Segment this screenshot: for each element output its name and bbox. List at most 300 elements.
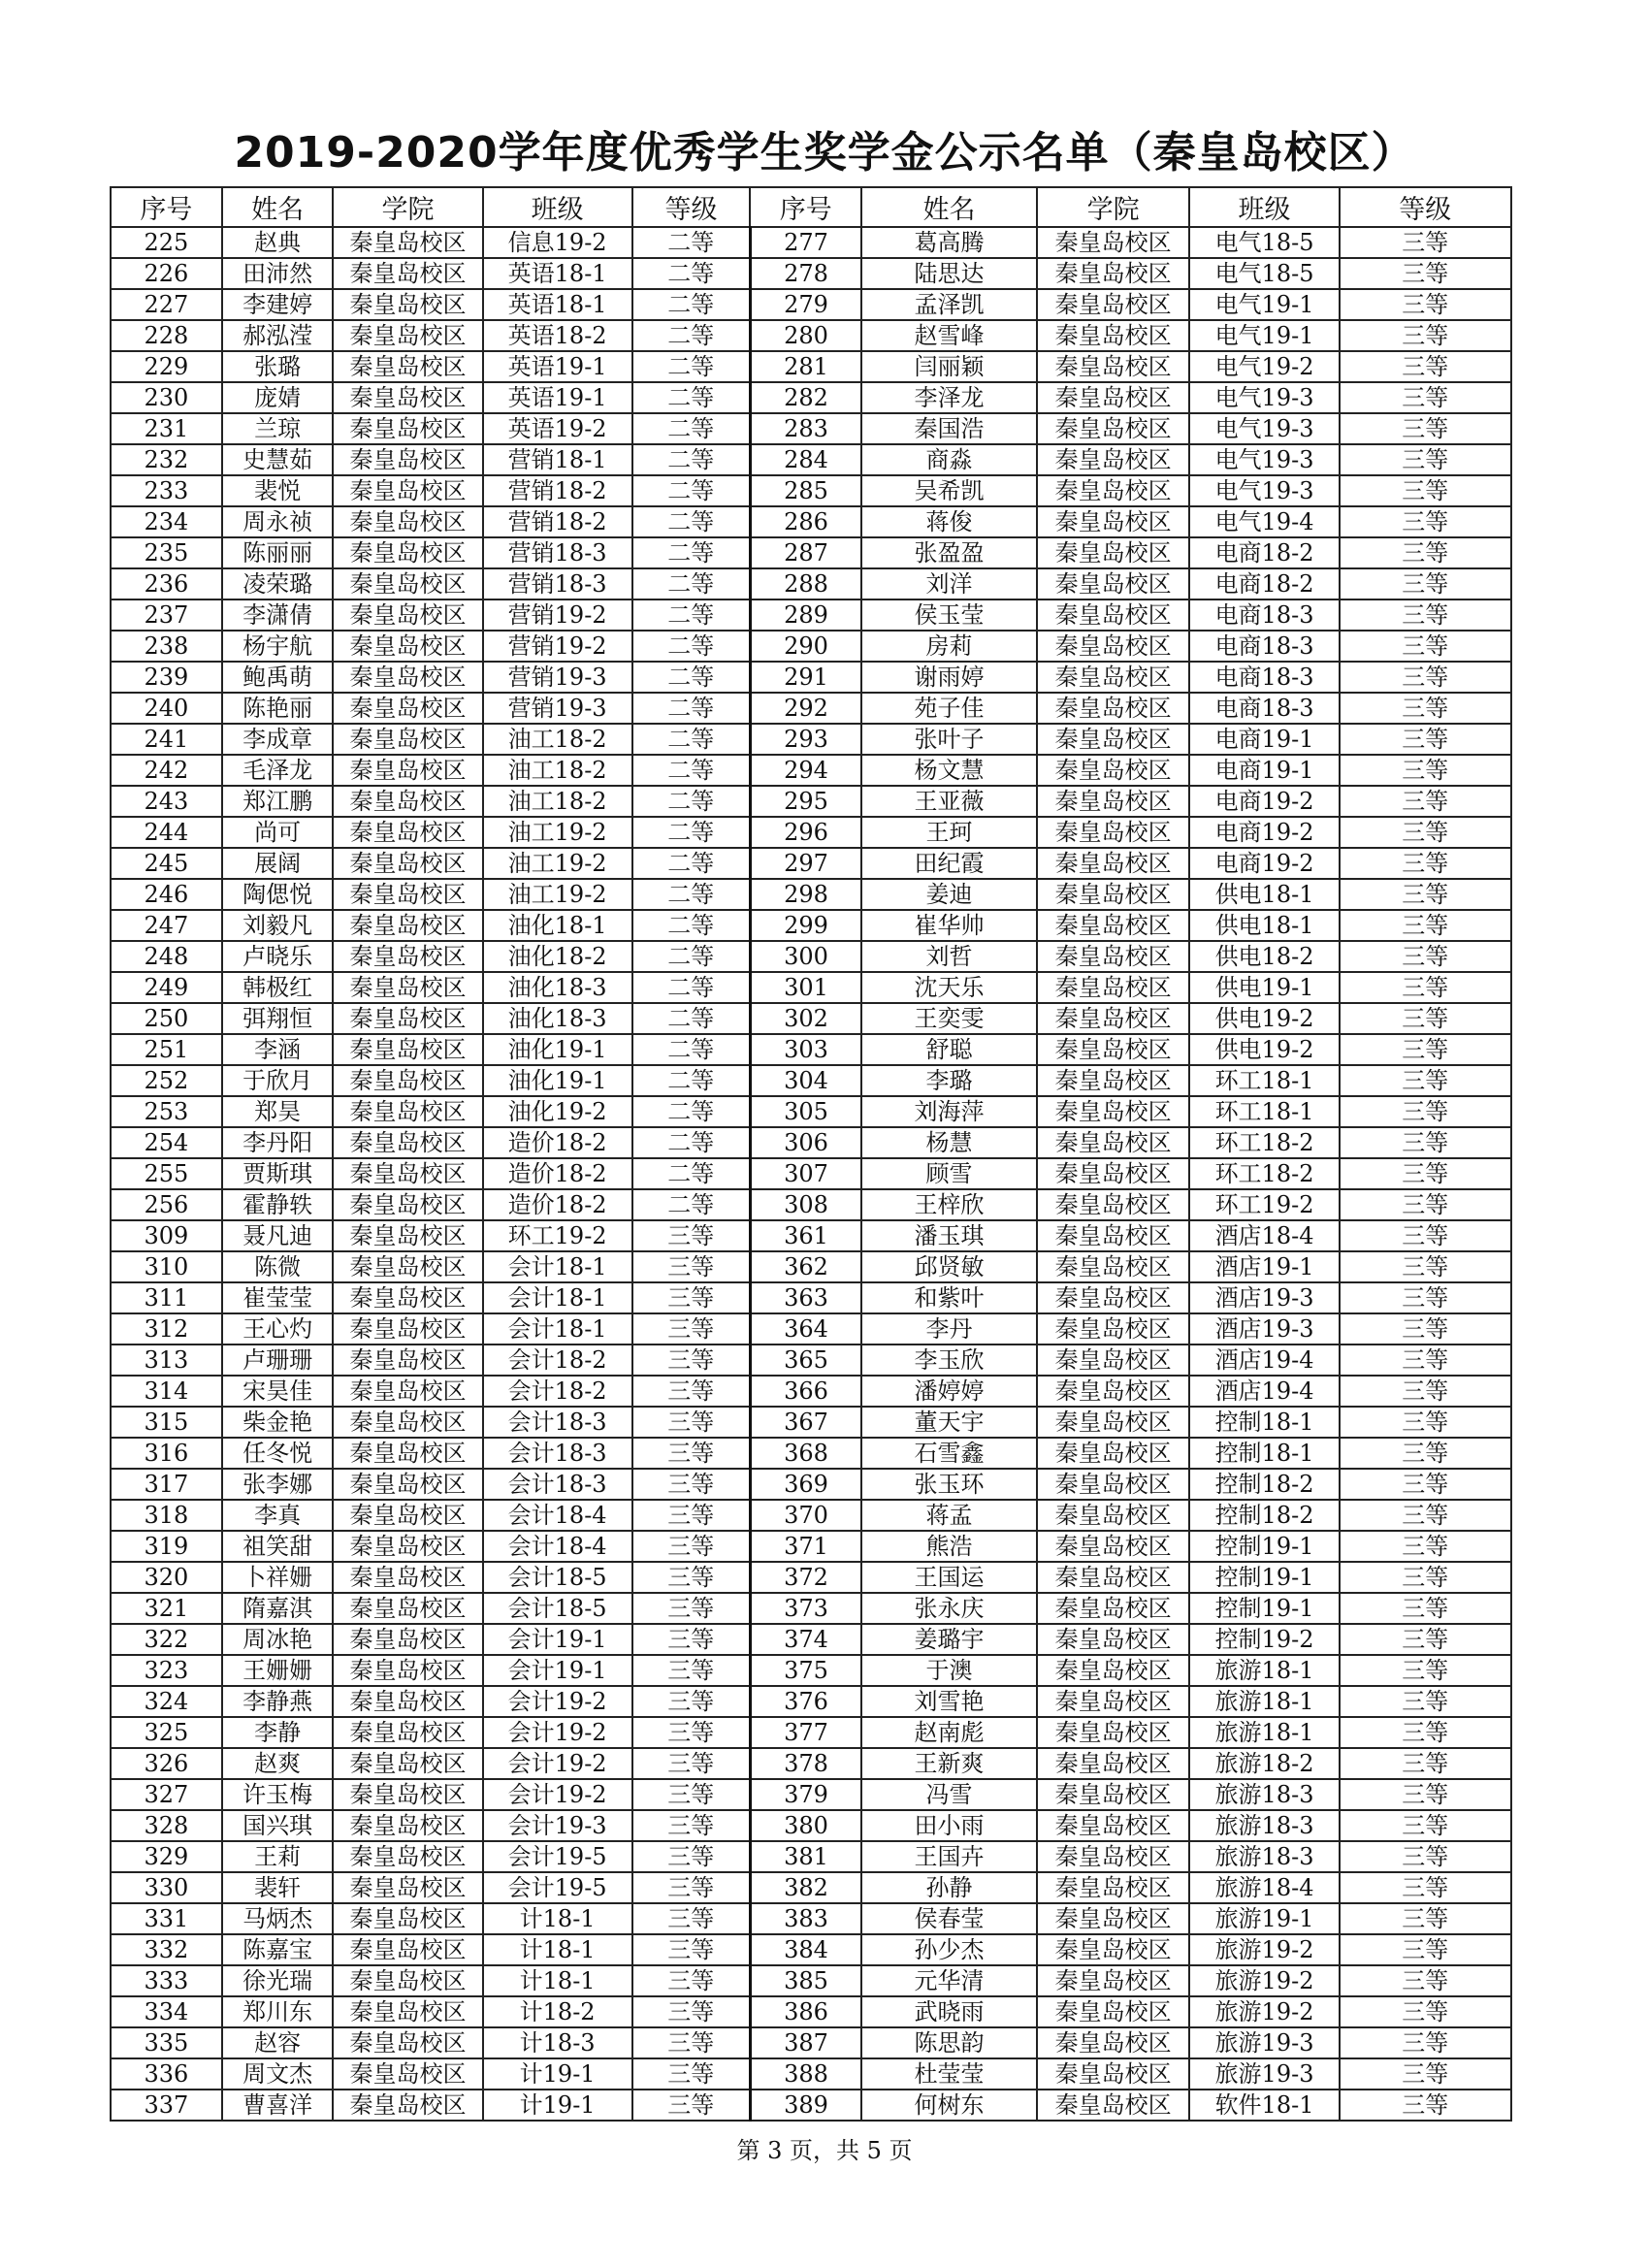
table-cell: 商淼	[861, 444, 1037, 475]
table-cell: 陈思韵	[861, 2027, 1037, 2058]
table-cell: 秦皇岛校区	[333, 1903, 482, 1934]
table-cell: 舒聪	[861, 1034, 1037, 1065]
table-cell: 赵容	[222, 2027, 334, 2058]
table-cell: 二等	[632, 444, 751, 475]
table-cell: 秦皇岛校区	[333, 1841, 482, 1872]
table-cell: 供电18-2	[1189, 941, 1339, 972]
table-cell: 会计18-3	[483, 1407, 632, 1438]
table-cell: 石雪鑫	[861, 1438, 1037, 1469]
table-cell: 电商19-2	[1189, 786, 1339, 817]
table-cell: 三等	[1340, 1407, 1511, 1438]
table-cell: 李潇倩	[222, 599, 334, 631]
table-cell: 326	[111, 1748, 222, 1779]
table-cell: 油化18-1	[483, 910, 632, 941]
table-cell: 旅游18-2	[1189, 1748, 1339, 1779]
table-cell: 243	[111, 786, 222, 817]
table-cell: 李成章	[222, 724, 334, 755]
table-cell: 于澳	[861, 1655, 1037, 1686]
table-cell: 秦皇岛校区	[1037, 1469, 1190, 1500]
table-cell: 288	[750, 568, 861, 599]
column-header: 学院	[333, 187, 482, 227]
table-cell: 364	[750, 1313, 861, 1345]
table-cell: 张盈盈	[861, 537, 1037, 568]
table-row	[111, 227, 1511, 258]
table-cell: 277	[750, 227, 861, 258]
table-cell: 秦皇岛校区	[333, 817, 482, 848]
table-cell: 旅游19-2	[1189, 1996, 1339, 2027]
table-cell: 秦皇岛校区	[1037, 1531, 1190, 1562]
table-cell: 二等	[632, 693, 751, 724]
table-row	[111, 1282, 1511, 1313]
table-cell: 郝泓滢	[222, 320, 334, 351]
table-cell: 309	[111, 1220, 222, 1251]
table-cell: 邱贤敏	[861, 1251, 1037, 1282]
table-cell: 三等	[1340, 351, 1511, 382]
table-body	[111, 227, 1511, 2121]
table-cell: 二等	[632, 227, 751, 258]
table-cell: 电气19-3	[1189, 413, 1339, 444]
table-cell: 三等	[1340, 1127, 1511, 1158]
table-cell: 王国卉	[861, 1841, 1037, 1872]
table-cell: 秦皇岛校区	[333, 382, 482, 413]
table-cell: 秦皇岛校区	[333, 1313, 482, 1345]
table-cell: 会计18-1	[483, 1313, 632, 1345]
table-cell: 三等	[1340, 1003, 1511, 1034]
column-header: 序号	[750, 187, 861, 227]
table-cell: 旅游18-3	[1189, 1810, 1339, 1841]
table-cell: 计19-1	[483, 2058, 632, 2090]
table-cell: 营销19-2	[483, 599, 632, 631]
table-cell: 三等	[1340, 1189, 1511, 1220]
table-cell: 秦皇岛校区	[333, 2027, 482, 2058]
table-cell: 王珂	[861, 817, 1037, 848]
table-cell: 248	[111, 941, 222, 972]
table-cell: 赵雪峰	[861, 320, 1037, 351]
table-cell: 油化19-1	[483, 1065, 632, 1096]
table-cell: 318	[111, 1500, 222, 1531]
table-cell: 314	[111, 1376, 222, 1407]
table-cell: 二等	[632, 289, 751, 320]
table-cell: 秦皇岛校区	[1037, 879, 1190, 910]
table-row	[111, 1500, 1511, 1531]
table-cell: 会计18-3	[483, 1438, 632, 1469]
table-cell: 二等	[632, 537, 751, 568]
table-cell: 营销18-2	[483, 475, 632, 506]
table-cell: 三等	[632, 1345, 751, 1376]
table-cell: 秦皇岛校区	[1037, 1220, 1190, 1251]
table-cell: 旅游18-1	[1189, 1686, 1339, 1717]
table-cell: 李泽龙	[861, 382, 1037, 413]
table-cell: 302	[750, 1003, 861, 1034]
table-cell: 鲍禹萌	[222, 662, 334, 693]
table-cell: 秦皇岛校区	[333, 1624, 482, 1655]
table-cell: 曹喜洋	[222, 2090, 334, 2121]
table-cell: 田沛然	[222, 258, 334, 289]
table-cell: 宋昊佳	[222, 1376, 334, 1407]
table-cell: 三等	[1340, 1220, 1511, 1251]
table-cell: 秦皇岛校区	[333, 1562, 482, 1593]
table-cell: 290	[750, 631, 861, 662]
table-cell: 秦皇岛校区	[333, 568, 482, 599]
table-cell: 二等	[632, 599, 751, 631]
table-cell: 秦皇岛校区	[1037, 1500, 1190, 1531]
table-cell: 蒋孟	[861, 1500, 1037, 1531]
table-cell: 电气19-1	[1189, 289, 1339, 320]
table-cell: 283	[750, 413, 861, 444]
table-cell: 二等	[632, 413, 751, 444]
table-row	[111, 910, 1511, 941]
table-cell: 闫丽颖	[861, 351, 1037, 382]
table-cell: 油工19-2	[483, 817, 632, 848]
table-cell: 于欣月	[222, 1065, 334, 1096]
table-row	[111, 1003, 1511, 1034]
table-cell: 三等	[1340, 1282, 1511, 1313]
table-cell: 三等	[632, 1376, 751, 1407]
table-cell: 李丹阳	[222, 1127, 334, 1158]
table-cell: 秦皇岛校区	[1037, 1624, 1190, 1655]
table-cell: 旅游18-4	[1189, 1872, 1339, 1903]
table-cell: 电气19-3	[1189, 475, 1339, 506]
table-cell: 电商18-3	[1189, 599, 1339, 631]
table-row	[111, 755, 1511, 786]
table-cell: 会计18-4	[483, 1500, 632, 1531]
table-cell: 秦皇岛校区	[1037, 382, 1190, 413]
table-cell: 庞婧	[222, 382, 334, 413]
table-cell: 秦皇岛校区	[333, 1934, 482, 1965]
table-cell: 秦皇岛校区	[333, 351, 482, 382]
table-cell: 陈微	[222, 1251, 334, 1282]
table-cell: 秦皇岛校区	[1037, 227, 1190, 258]
table-row	[111, 1779, 1511, 1810]
table-row	[111, 2027, 1511, 2058]
table-cell: 三等	[632, 1469, 751, 1500]
table-cell: 秦皇岛校区	[333, 631, 482, 662]
table-cell: 裴悦	[222, 475, 334, 506]
table-cell: 顾雪	[861, 1158, 1037, 1189]
table-cell: 三等	[1340, 382, 1511, 413]
table-cell: 233	[111, 475, 222, 506]
table-cell: 三等	[632, 1251, 751, 1282]
table-cell: 油工18-2	[483, 786, 632, 817]
table-cell: 杨慧	[861, 1127, 1037, 1158]
table-cell: 电气19-3	[1189, 382, 1339, 413]
table-cell: 电商18-3	[1189, 662, 1339, 693]
table-cell: 秦国浩	[861, 413, 1037, 444]
table-cell: 秦皇岛校区	[1037, 972, 1190, 1003]
table-cell: 秦皇岛校区	[1037, 1562, 1190, 1593]
table-cell: 254	[111, 1127, 222, 1158]
table-cell: 秦皇岛校区	[333, 1469, 482, 1500]
table-cell: 霍静轶	[222, 1189, 334, 1220]
table-cell: 电商18-2	[1189, 568, 1339, 599]
table-row	[111, 1965, 1511, 1996]
table-cell: 环工19-2	[483, 1220, 632, 1251]
table-cell: 王姗姗	[222, 1655, 334, 1686]
table-cell: 367	[750, 1407, 861, 1438]
table-cell: 秦皇岛校区	[1037, 631, 1190, 662]
table-cell: 388	[750, 2058, 861, 2090]
table-cell: 秦皇岛校区	[333, 1593, 482, 1624]
table-cell: 310	[111, 1251, 222, 1282]
table-row	[111, 1593, 1511, 1624]
table-cell: 油工19-2	[483, 879, 632, 910]
table-cell: 232	[111, 444, 222, 475]
table-cell: 会计19-1	[483, 1655, 632, 1686]
table-cell: 孙少杰	[861, 1934, 1037, 1965]
table-cell: 三等	[1340, 1034, 1511, 1065]
table-cell: 303	[750, 1034, 861, 1065]
table-row	[111, 2058, 1511, 2090]
table-cell: 315	[111, 1407, 222, 1438]
table-cell: 展阔	[222, 848, 334, 879]
table-cell: 赵爽	[222, 1748, 334, 1779]
table-cell: 和紫叶	[861, 1282, 1037, 1313]
table-cell: 秦皇岛校区	[1037, 1158, 1190, 1189]
table-cell: 造价18-2	[483, 1127, 632, 1158]
table-cell: 334	[111, 1996, 222, 2027]
column-header: 等级	[1340, 187, 1511, 227]
table-cell: 231	[111, 413, 222, 444]
table-cell: 秦皇岛校区	[333, 537, 482, 568]
table-cell: 油化18-2	[483, 941, 632, 972]
table-row	[111, 1158, 1511, 1189]
table-cell: 卢珊珊	[222, 1345, 334, 1376]
table-cell: 秦皇岛校区	[1037, 568, 1190, 599]
table-cell: 383	[750, 1903, 861, 1934]
table-cell: 陈丽丽	[222, 537, 334, 568]
table-cell: 董天宇	[861, 1407, 1037, 1438]
table-cell: 280	[750, 320, 861, 351]
table-cell: 328	[111, 1810, 222, 1841]
table-cell: 侯玉莹	[861, 599, 1037, 631]
table-cell: 酒店19-4	[1189, 1376, 1339, 1407]
table-cell: 秦皇岛校区	[1037, 1810, 1190, 1841]
table-cell: 294	[750, 755, 861, 786]
table-cell: 吴希凯	[861, 475, 1037, 506]
table-cell: 329	[111, 1841, 222, 1872]
table-cell: 营销18-3	[483, 537, 632, 568]
table-cell: 375	[750, 1655, 861, 1686]
table-cell: 三等	[1340, 724, 1511, 755]
table-cell: 三等	[1340, 413, 1511, 444]
table-cell: 311	[111, 1282, 222, 1313]
table-cell: 三等	[632, 1810, 751, 1841]
table-cell: 301	[750, 972, 861, 1003]
table-cell: 295	[750, 786, 861, 817]
table-cell: 杨宇航	[222, 631, 334, 662]
table-cell: 三等	[1340, 568, 1511, 599]
table-cell: 张璐	[222, 351, 334, 382]
table-cell: 兰琼	[222, 413, 334, 444]
table-cell: 377	[750, 1717, 861, 1748]
table-cell: 秦皇岛校区	[1037, 1251, 1190, 1282]
table-cell: 三等	[1340, 227, 1511, 258]
table-cell: 三等	[1340, 289, 1511, 320]
table-cell: 三等	[1340, 1748, 1511, 1779]
table-cell: 秦皇岛校区	[333, 724, 482, 755]
table-cell: 徐光瑞	[222, 1965, 334, 1996]
table-cell: 郑川东	[222, 1996, 334, 2027]
table-cell: 235	[111, 537, 222, 568]
table-cell: 酒店19-3	[1189, 1282, 1339, 1313]
table-cell: 会计18-4	[483, 1531, 632, 1562]
table-cell: 二等	[632, 817, 751, 848]
table-cell: 会计18-3	[483, 1469, 632, 1500]
page-footer: 第 3 页，共 5 页	[736, 2137, 913, 2164]
table-row	[111, 289, 1511, 320]
table-cell: 秦皇岛校区	[1037, 1655, 1190, 1686]
table-cell: 二等	[632, 1127, 751, 1158]
table-cell: 隋嘉淇	[222, 1593, 334, 1624]
table-cell: 386	[750, 1996, 861, 2027]
table-cell: 秦皇岛校区	[1037, 444, 1190, 475]
table-row	[111, 1810, 1511, 1841]
table-row	[111, 599, 1511, 631]
table-cell: 秦皇岛校区	[1037, 1965, 1190, 1996]
table-cell: 李涵	[222, 1034, 334, 1065]
table-cell: 252	[111, 1065, 222, 1096]
table-cell: 郑江鹏	[222, 786, 334, 817]
table-cell: 二等	[632, 631, 751, 662]
table-cell: 环工18-1	[1189, 1065, 1339, 1096]
table-cell: 电气18-5	[1189, 258, 1339, 289]
table-cell: 油工18-2	[483, 724, 632, 755]
table-cell: 376	[750, 1686, 861, 1717]
table-cell: 潘婷婷	[861, 1376, 1037, 1407]
table-cell: 秦皇岛校区	[333, 1686, 482, 1717]
table-cell: 卜祥姗	[222, 1562, 334, 1593]
table-cell: 秦皇岛校区	[333, 848, 482, 879]
table-cell: 刘洋	[861, 568, 1037, 599]
table-cell: 崔莹莹	[222, 1282, 334, 1313]
table-cell: 380	[750, 1810, 861, 1841]
table-cell: 322	[111, 1624, 222, 1655]
table-cell: 三等	[1340, 1872, 1511, 1903]
table-cell: 238	[111, 631, 222, 662]
table-row	[111, 1872, 1511, 1903]
table-cell: 256	[111, 1189, 222, 1220]
table-cell: 三等	[1340, 1562, 1511, 1593]
table-cell: 秦皇岛校区	[1037, 1593, 1190, 1624]
table-row	[111, 537, 1511, 568]
column-header: 班级	[483, 187, 632, 227]
table-cell: 英语19-1	[483, 351, 632, 382]
table-cell: 秦皇岛校区	[1037, 1779, 1190, 1810]
table-cell: 陈嘉宝	[222, 1934, 334, 1965]
table-cell: 秦皇岛校区	[1037, 1003, 1190, 1034]
table-cell: 三等	[632, 2058, 751, 2090]
table-cell: 三等	[1340, 910, 1511, 941]
table-cell: 二等	[632, 351, 751, 382]
table-cell: 二等	[632, 724, 751, 755]
table-cell: 秦皇岛校区	[1037, 1686, 1190, 1717]
table-cell: 225	[111, 227, 222, 258]
table-cell: 营销19-3	[483, 662, 632, 693]
table-cell: 三等	[632, 2090, 751, 2121]
table-cell: 秦皇岛校区	[333, 1438, 482, 1469]
table-cell: 环工18-1	[1189, 1096, 1339, 1127]
table-row	[111, 972, 1511, 1003]
table-cell: 冯雪	[861, 1779, 1037, 1810]
table-cell: 385	[750, 1965, 861, 1996]
table-cell: 255	[111, 1158, 222, 1189]
table-cell: 三等	[1340, 1096, 1511, 1127]
table-cell: 三等	[632, 1655, 751, 1686]
table-cell: 英语18-2	[483, 320, 632, 351]
table-cell: 305	[750, 1096, 861, 1127]
table-cell: 三等	[1340, 1686, 1511, 1717]
table-cell: 三等	[632, 1686, 751, 1717]
table-cell: 会计18-5	[483, 1593, 632, 1624]
table-cell: 苑子佳	[861, 693, 1037, 724]
table-row	[111, 1934, 1511, 1965]
table-cell: 秦皇岛校区	[1037, 1841, 1190, 1872]
table-cell: 杨文慧	[861, 755, 1037, 786]
table-row	[111, 1313, 1511, 1345]
table-cell: 房莉	[861, 631, 1037, 662]
table-cell: 油化19-1	[483, 1034, 632, 1065]
table-cell: 三等	[632, 1717, 751, 1748]
table-cell: 会计18-5	[483, 1562, 632, 1593]
table-row	[111, 258, 1511, 289]
table-cell: 312	[111, 1313, 222, 1345]
table-row	[111, 1531, 1511, 1562]
table-cell: 282	[750, 382, 861, 413]
table-cell: 370	[750, 1500, 861, 1531]
table-cell: 秦皇岛校区	[1037, 848, 1190, 879]
table-cell: 陈艳丽	[222, 693, 334, 724]
table-cell: 三等	[1340, 444, 1511, 475]
table-cell: 刘雪艳	[861, 1686, 1037, 1717]
table-cell: 313	[111, 1345, 222, 1376]
table-cell: 酒店18-4	[1189, 1220, 1339, 1251]
table-cell: 王心灼	[222, 1313, 334, 1345]
table-row	[111, 662, 1511, 693]
table-cell: 刘毅凡	[222, 910, 334, 941]
table-cell: 元华清	[861, 1965, 1037, 1996]
table-cell: 软件18-1	[1189, 2090, 1339, 2121]
table-header-row	[111, 187, 1511, 227]
table-cell: 三等	[632, 1934, 751, 1965]
table-row	[111, 1903, 1511, 1934]
table-cell: 236	[111, 568, 222, 599]
table-cell: 孙静	[861, 1872, 1037, 1903]
table-cell: 葛高腾	[861, 227, 1037, 258]
table-cell: 祖笑甜	[222, 1531, 334, 1562]
table-cell: 秦皇岛校区	[1037, 289, 1190, 320]
table-cell: 供电18-1	[1189, 879, 1339, 910]
table-cell: 227	[111, 289, 222, 320]
table-cell: 马炳杰	[222, 1903, 334, 1934]
table-cell: 三等	[1340, 879, 1511, 910]
table-cell: 控制19-2	[1189, 1624, 1339, 1655]
table-cell: 秦皇岛校区	[333, 258, 482, 289]
table-cell: 秦皇岛校区	[333, 1127, 482, 1158]
table-cell: 秦皇岛校区	[333, 1810, 482, 1841]
table-cell: 三等	[632, 1531, 751, 1562]
table-cell: 柴金艳	[222, 1407, 334, 1438]
table-cell: 秦皇岛校区	[333, 289, 482, 320]
table-cell: 381	[750, 1841, 861, 1872]
table-cell: 韩极红	[222, 972, 334, 1003]
table-cell: 371	[750, 1531, 861, 1562]
table-cell: 蒋俊	[861, 506, 1037, 537]
table-cell: 二等	[632, 662, 751, 693]
table-cell: 秦皇岛校区	[333, 1003, 482, 1034]
table-cell: 247	[111, 910, 222, 941]
table-cell: 242	[111, 755, 222, 786]
table-cell: 三等	[1340, 475, 1511, 506]
